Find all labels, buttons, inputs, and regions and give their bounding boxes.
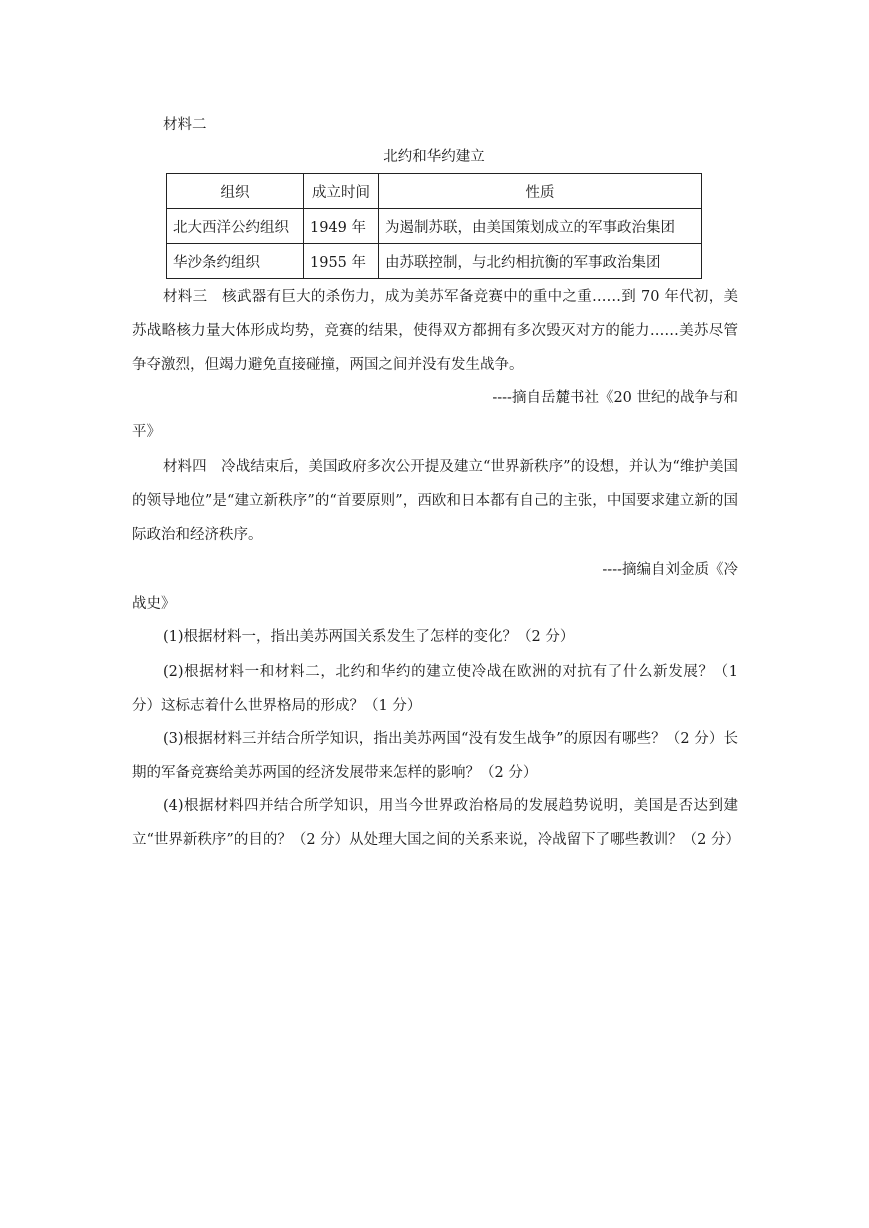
- header-nature: 性质: [379, 174, 702, 209]
- header-organization: 组织: [167, 174, 304, 209]
- table-caption: 北约和华约建立: [383, 149, 485, 165]
- header-founded: 成立时间: [304, 174, 379, 209]
- question-2: (2)根据材料一和材料二，北约和华约的建立使冷战在欧洲的对抗有了什么新发展？（1 分）这标志着什么世界格局的形成？（1 分）: [132, 664, 738, 714]
- cell-nature-warsaw: 由苏联控制，与北约相抗衡的军事政治集团: [379, 244, 702, 279]
- material-4-source-cont: 战史》: [132, 596, 176, 612]
- cell-org-warsaw: 华沙条约组织: [167, 244, 304, 279]
- question-1: (1)根据材料一，指出美苏两国关系发生了怎样的变化？（2 分）: [163, 629, 575, 645]
- alliance-table: [166, 173, 702, 279]
- question-4: (4)根据材料四并结合所学知识，用当今世界政治格局的发展趋势说明，美国是否达到建立“世界新秩序”的目的？（2 分）从处理大国之间的关系来说，冷战留下了哪些教训？（2 分）: [132, 798, 740, 848]
- cell-nature-nato: 为遏制苏联，由美国策划成立的军事政治集团: [379, 209, 702, 244]
- cell-org-nato: 北大西洋公约组织: [167, 209, 304, 244]
- material-3-source: ----摘自岳麓书社《20 世纪的战争与和: [492, 390, 738, 406]
- material-3-text: 材料三 核武器有巨大的杀伤力，成为美苏军备竞赛中的重中之重……到 70 年代初，美苏战略核力量大体形成均势，竞赛的结果，使得双方都拥有多次毁灭对方的能力……美苏尽管争夺激烈，但竭力避免直接碰撞，两国之间并没有发生战争。: [132, 289, 738, 373]
- table-row: [167, 244, 702, 279]
- table-header-row: [167, 174, 702, 209]
- material-3-source-cont: 平》: [132, 424, 161, 440]
- cell-year-warsaw: 1955 年: [304, 244, 379, 279]
- material-2-label: 材料二: [163, 117, 207, 133]
- question-3: (3)根据材料三并结合所学知识，指出美苏两国“没有发生战争”的原因有哪些？（2 分）长期的军备竞赛给美苏两国的经济发展带来怎样的影响？（2 分）: [132, 731, 738, 781]
- material-4-text: 材料四 冷战结束后，美国政府多次公开提及建立“世界新秩序”的设想，并认为“维护美国的领导地位”是“建立新秩序”的“首要原则”，西欧和日本都有自己的主张，中国要求建立新的国际政治和经济秩序。: [132, 459, 738, 543]
- material-4-source: ----摘编自刘金质《冷: [602, 562, 738, 578]
- cell-year-nato: 1949 年: [304, 209, 379, 244]
- table-row: [167, 209, 702, 244]
